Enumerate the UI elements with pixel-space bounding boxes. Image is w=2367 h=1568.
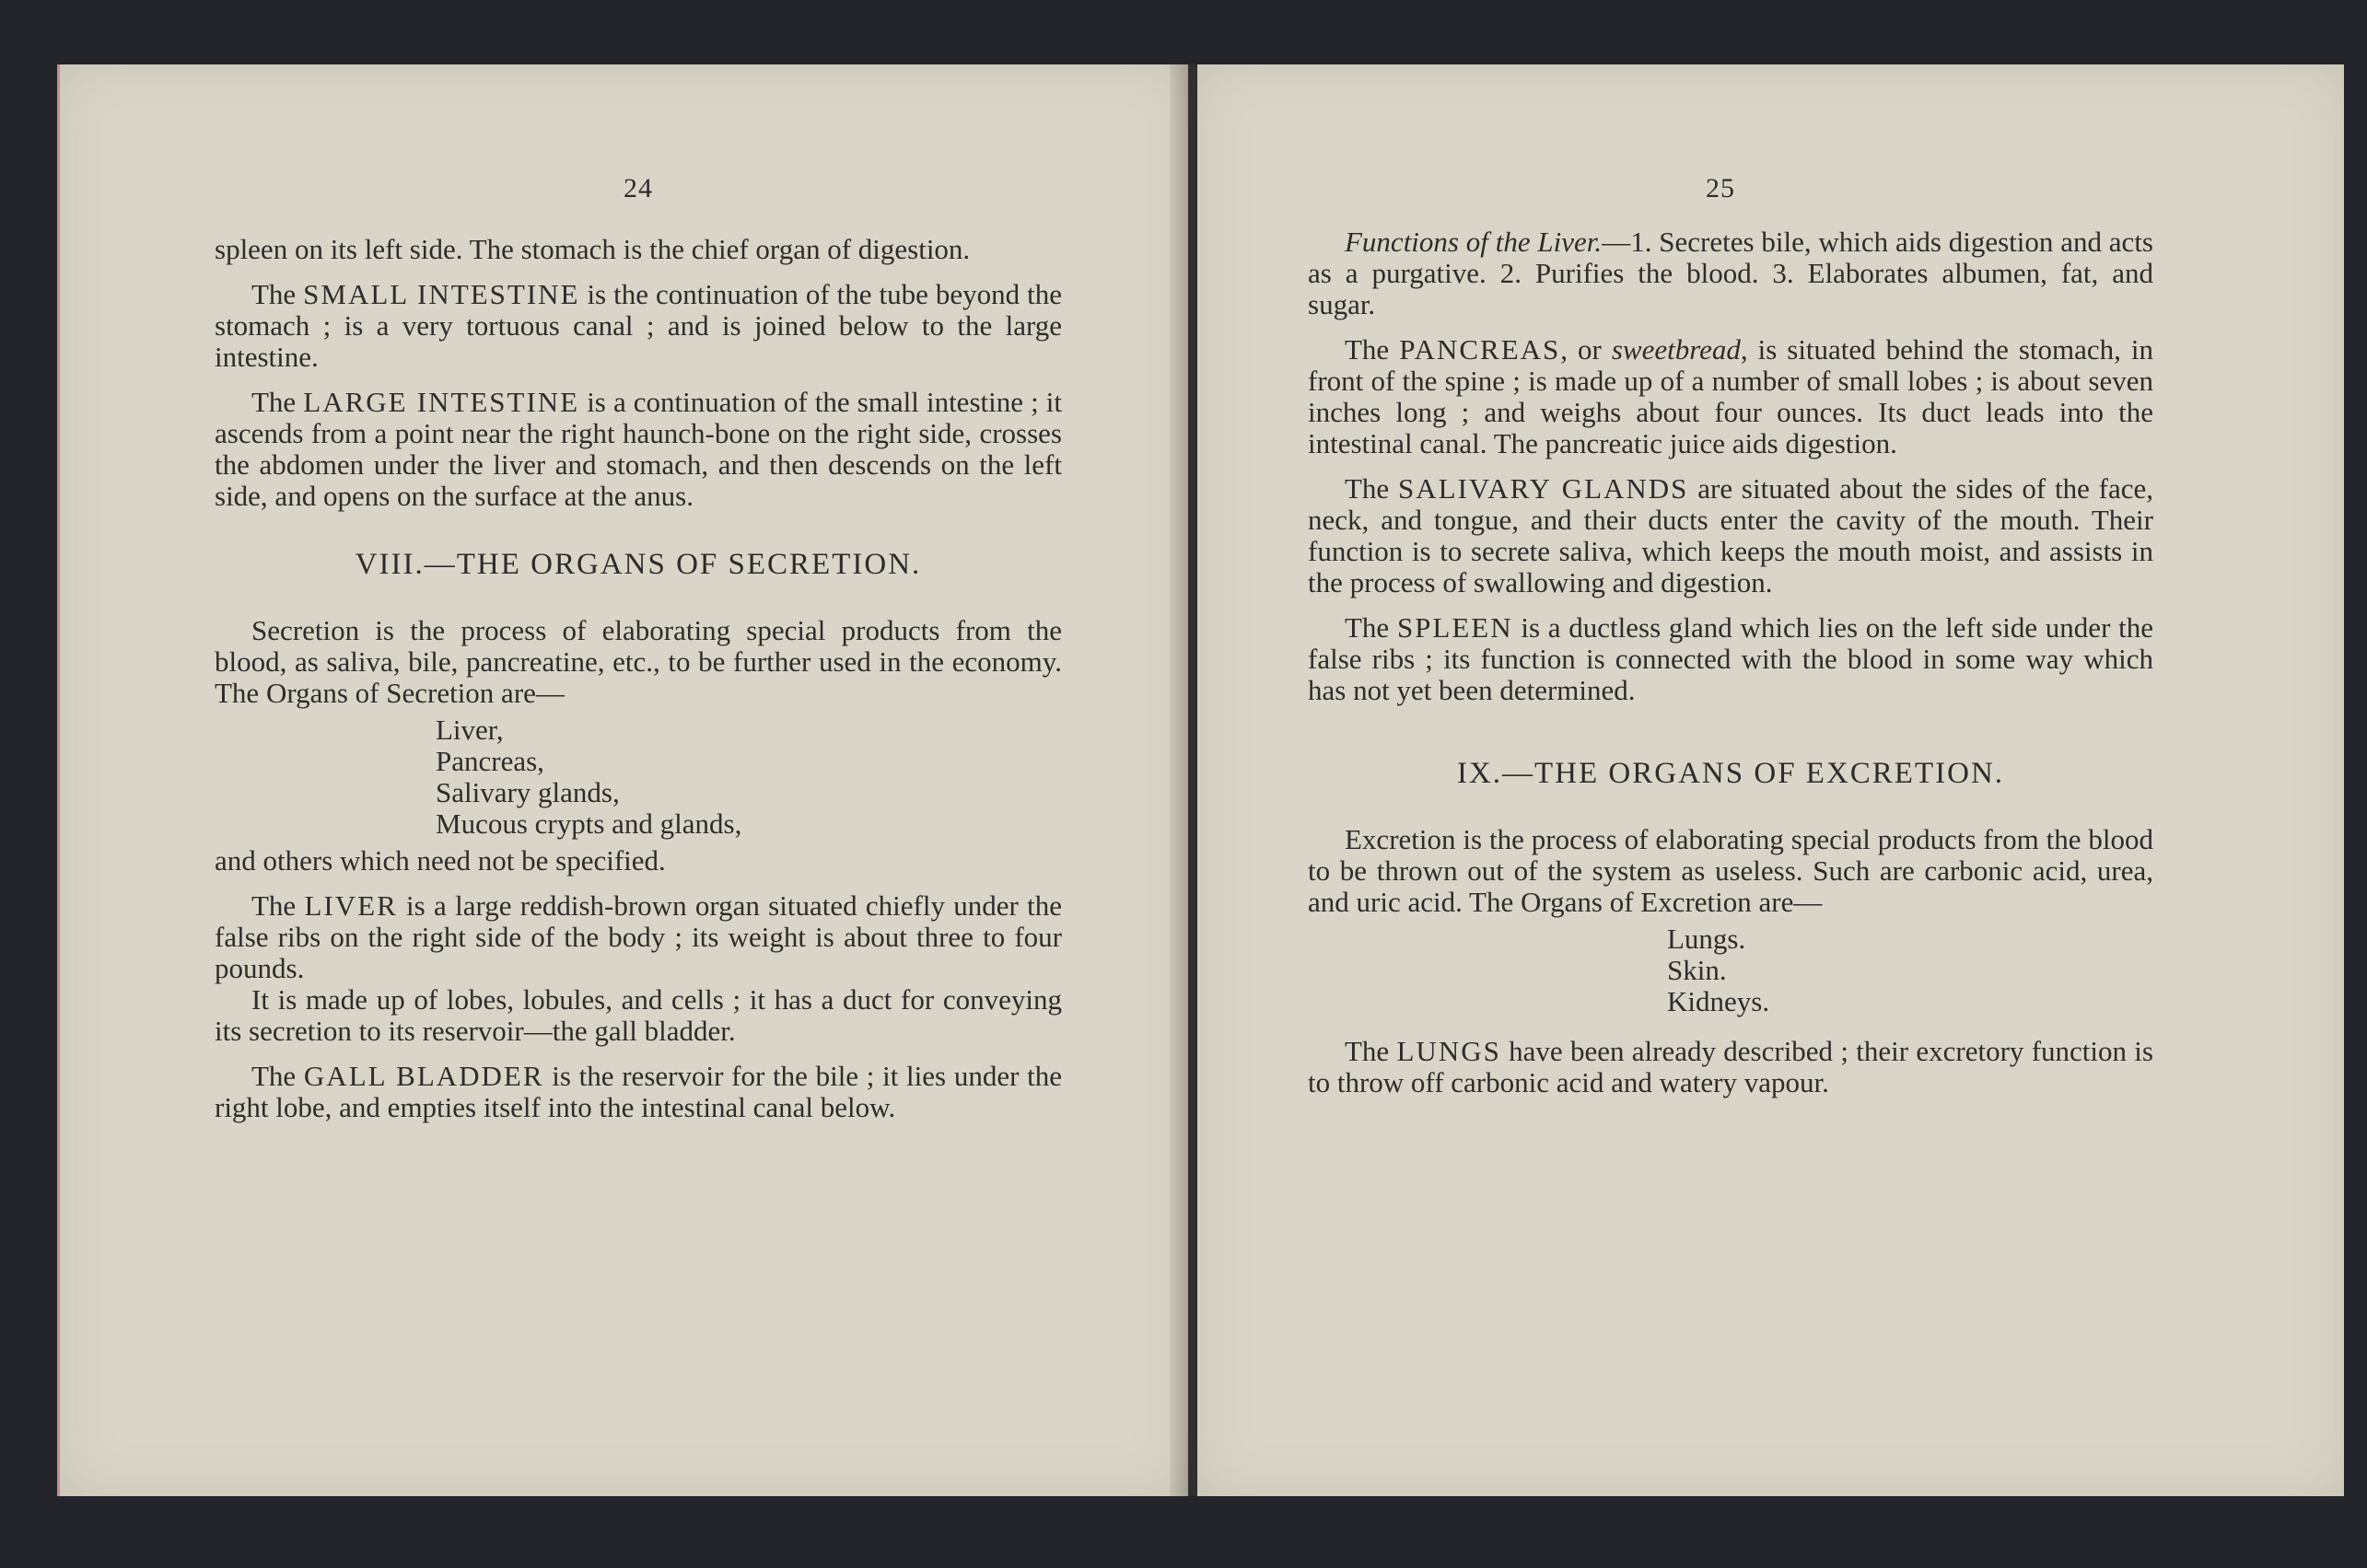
list-item: Pancreas,	[436, 745, 544, 777]
text-run: is the reservoir for the bile ; it lies under the right lobe, and empties itself into the intestinal canal below.	[215, 1060, 1062, 1123]
text-run: , or	[1560, 333, 1612, 366]
paragraph: spleen on its left side. The stomach is the chief organ of digestion.	[215, 233, 971, 265]
section-heading: IX.—THE ORGANS OF EXCRETION.	[1456, 757, 2005, 790]
text-run: is a continuation of the small intestine ; it ascends from a point near the right haunch-bone on the right side, crosses the abdomen under the liver and stomach, and then descends on the left side, and opens on the surface at the anus.	[215, 386, 1062, 512]
text-run: The	[251, 386, 304, 418]
term-liver: LIVER	[304, 889, 398, 922]
text-run: is a large reddish-brown organ situated chiefly under the false ribs on the right side of the body ; its weight is about three to four pounds.	[215, 889, 1062, 984]
text-run: The	[1345, 333, 1400, 366]
paragraph-liver-structure: It is made up of lobes, lobules, and cells ; it has a duct for conveying its secretion to its reservoir—the gall bladder.	[215, 983, 1062, 1047]
text-run: , is situated behind the stomach, in front of the spine ; is made up of a number of small lobes ; is about seven inches long ; and weighs about four ounces. Its duct leads into the intestinal canal. The pancreatic juice aids digestion.	[1308, 333, 2154, 459]
text-run: The	[251, 889, 305, 922]
list-item: Kidneys.	[1667, 985, 1770, 1017]
paragraph-large-intestine	[215, 387, 1062, 512]
paragraph-lungs	[1308, 1036, 2153, 1098]
list-item: Salivary glands,	[436, 776, 620, 808]
term-pancreas: PANCREAS	[1399, 333, 1561, 366]
left-page-text	[215, 234, 1062, 1123]
term-small-intestine: SMALL INTESTINE	[303, 278, 580, 310]
excretion-organ-list	[1308, 923, 2153, 1017]
paragraph-liver-functions	[1308, 226, 2153, 320]
left-page	[57, 64, 1188, 1496]
term-lungs: LUNGS	[1396, 1035, 1501, 1067]
term-large-intestine: LARGE INTESTINE	[303, 386, 580, 418]
text-run: is a ductless gland which lies on the left side under the false ribs ; its function is connected with the blood in some way which has not yet been determined.	[1308, 611, 2153, 706]
text-run: The	[1345, 472, 1399, 505]
list-item: Mucous crypts and glands,	[436, 807, 742, 840]
text-run: have been already described ; their excretory function is to throw off carbonic acid and watery vapour.	[1308, 1035, 2153, 1098]
paragraph: and others which need not be specified.	[215, 844, 666, 877]
text-run: The	[1345, 611, 1397, 644]
paragraph-pancreas	[1308, 334, 2153, 459]
term-gall-bladder: GALL BLADDER	[303, 1060, 544, 1092]
text-run: are situated about the sides of the face, neck, and tongue, and their ducts enter the cavity of the mouth. Their function is to secrete saliva, which keeps the mouth moist, and assists in the process of swallowing and digestion.	[1308, 472, 2153, 598]
paragraph-spleen	[1308, 612, 2153, 706]
text-run: The	[251, 1060, 304, 1092]
paragraph-secretion-intro: Secretion is the process of elaborating special products from the blood, as saliva, bile, pancreatine, etc., to be further used in the economy. The Organs of Secretion are—	[215, 614, 1062, 709]
list-item: Liver,	[436, 714, 504, 746]
text-run: —1. Secretes bile, which aids digestion and acts as a purgative. 2. Purifies the blood. 3. Elaborates albumen, fat, and sugar.	[1308, 226, 2153, 320]
paragraph-liver	[215, 890, 1062, 984]
term-salivary-glands: SALIVARY GLANDS	[1398, 472, 1689, 505]
paragraph-salivary	[1308, 473, 2153, 598]
text-run: The	[251, 278, 304, 310]
paragraph-gall-bladder	[215, 1061, 1062, 1123]
list-item: Lungs.	[1667, 923, 1746, 955]
paragraph-small-intestine	[215, 279, 1062, 373]
text-run: The	[1345, 1035, 1397, 1067]
right-page	[1197, 64, 2344, 1496]
list-item: Skin.	[1667, 954, 1727, 986]
right-page-text	[1308, 226, 2153, 1098]
section-heading: VIII.—THE ORGANS OF SECRETION.	[355, 548, 922, 581]
text-run: is the continuation of the tube beyond the stomach ; is a very tortuous canal ; and is joined below to the large intestine.	[215, 278, 1062, 373]
term-sweetbread: sweetbread	[1611, 333, 1741, 366]
paragraph-excretion-intro: Excretion is the process of elaborating special products from the blood to be thrown out of the system as useless. Such are carbonic acid, urea, and uric acid. The Organs of Excretion are—	[1308, 823, 2153, 918]
page-number: 24	[624, 173, 653, 203]
secretion-organ-list	[215, 714, 1062, 840]
term-spleen: SPLEEN	[1396, 611, 1513, 644]
functions-lead: Functions of the Liver.	[1345, 226, 1603, 258]
page-number: 25	[1706, 173, 1735, 203]
